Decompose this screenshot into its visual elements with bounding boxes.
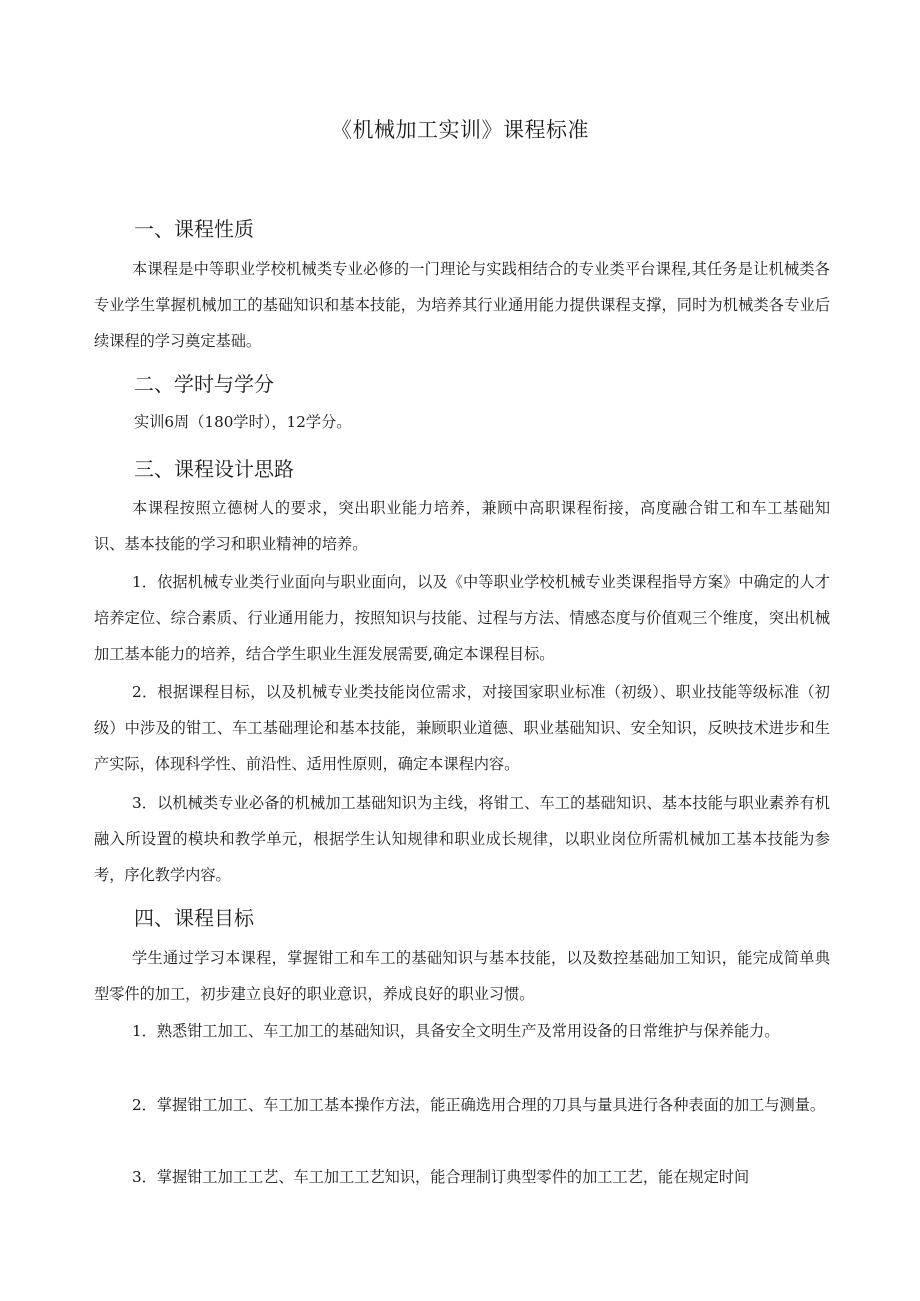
section-heading-hours-credits: 二、学时与学分 (134, 372, 274, 396)
section-heading-objectives: 四、课程目标 (134, 906, 254, 930)
section-paragraph: 学生通过学习本课程，掌握钳工和车工的基础知识与基本技能，以及数控基础加工知识，能完成简单典型零件的加工，初步建立良好的职业意识，养成良好的职业习惯。 (94, 949, 830, 1003)
document-title: 《机械加工实训》课程标准 (331, 118, 589, 142)
section-paragraph: 2．根据课程目标，以及机械专业类技能岗位需求，对接国家职业标准（初级）、职业技能等级标准（初级）中涉及的钳工、车工基础理论和基本技能，兼顾职业道德、职业基础知识、安全知识，反映技术进步和生产实际，体现科学性、前沿性、适用性原则，确定本课程内容。 (94, 683, 830, 773)
section-paragraph: 1．依据机械专业类行业面向与职业面向，以及《中等职业学校机械专业类课程指导方案》中确定的人才培养定位、综合素质、行业通用能力，按照知识与技能、过程与方法、情感态度与价值观三个维度，突出机械加工基本能力的培养，结合学生职业生涯发展需要,确定本课程目标。 (94, 573, 830, 663)
section-heading-design-ideas: 三、课程设计思路 (134, 457, 294, 481)
section-paragraph: 3．以机械类专业必备的机械加工基础知识为主线，将钳工、车工的基础知识、基本技能与职业素养有机融入所设置的模块和教学单元，根据学生认知规律和职业成长规律，以职业岗位所需机械加工基本技能为参考，序化教学内容。 (94, 794, 830, 884)
section-paragraph: 3．掌握钳工加工工艺、车工加工工艺知识，能合理制订典型零件的加工工艺，能在规定时间 (132, 1168, 750, 1186)
section-paragraph: 实训6周（180学时），12学分。 (134, 413, 352, 431)
section-paragraph: 1．熟悉钳工加工、车工加工的基础知识，具备安全文明生产及常用设备的日常维护与保养能力。 (132, 1022, 780, 1040)
section-paragraph: 2．掌握钳工加工、车工加工基本操作方法，能正确选用合理的刀具与量具进行各种表面的加工与测量。 (132, 1096, 826, 1114)
section-paragraph: 本课程按照立德树人的要求，突出职业能力培养，兼顾中高职课程衔接，高度融合钳工和车工基础知识、基本技能的学习和职业精神的培养。 (94, 499, 830, 553)
section-heading-nature: 一、课程性质 (134, 217, 254, 241)
section-paragraph: 本课程是中等职业学校机械类专业必修的一门理论与实践相结合的专业类平台课程,其任务是让机械类各专业学生掌握机械加工的基础知识和基本技能，为培养其行业通用能力提供课程支撑，同时为机械类各专业后续课程的学习奠定基础。 (94, 260, 830, 350)
